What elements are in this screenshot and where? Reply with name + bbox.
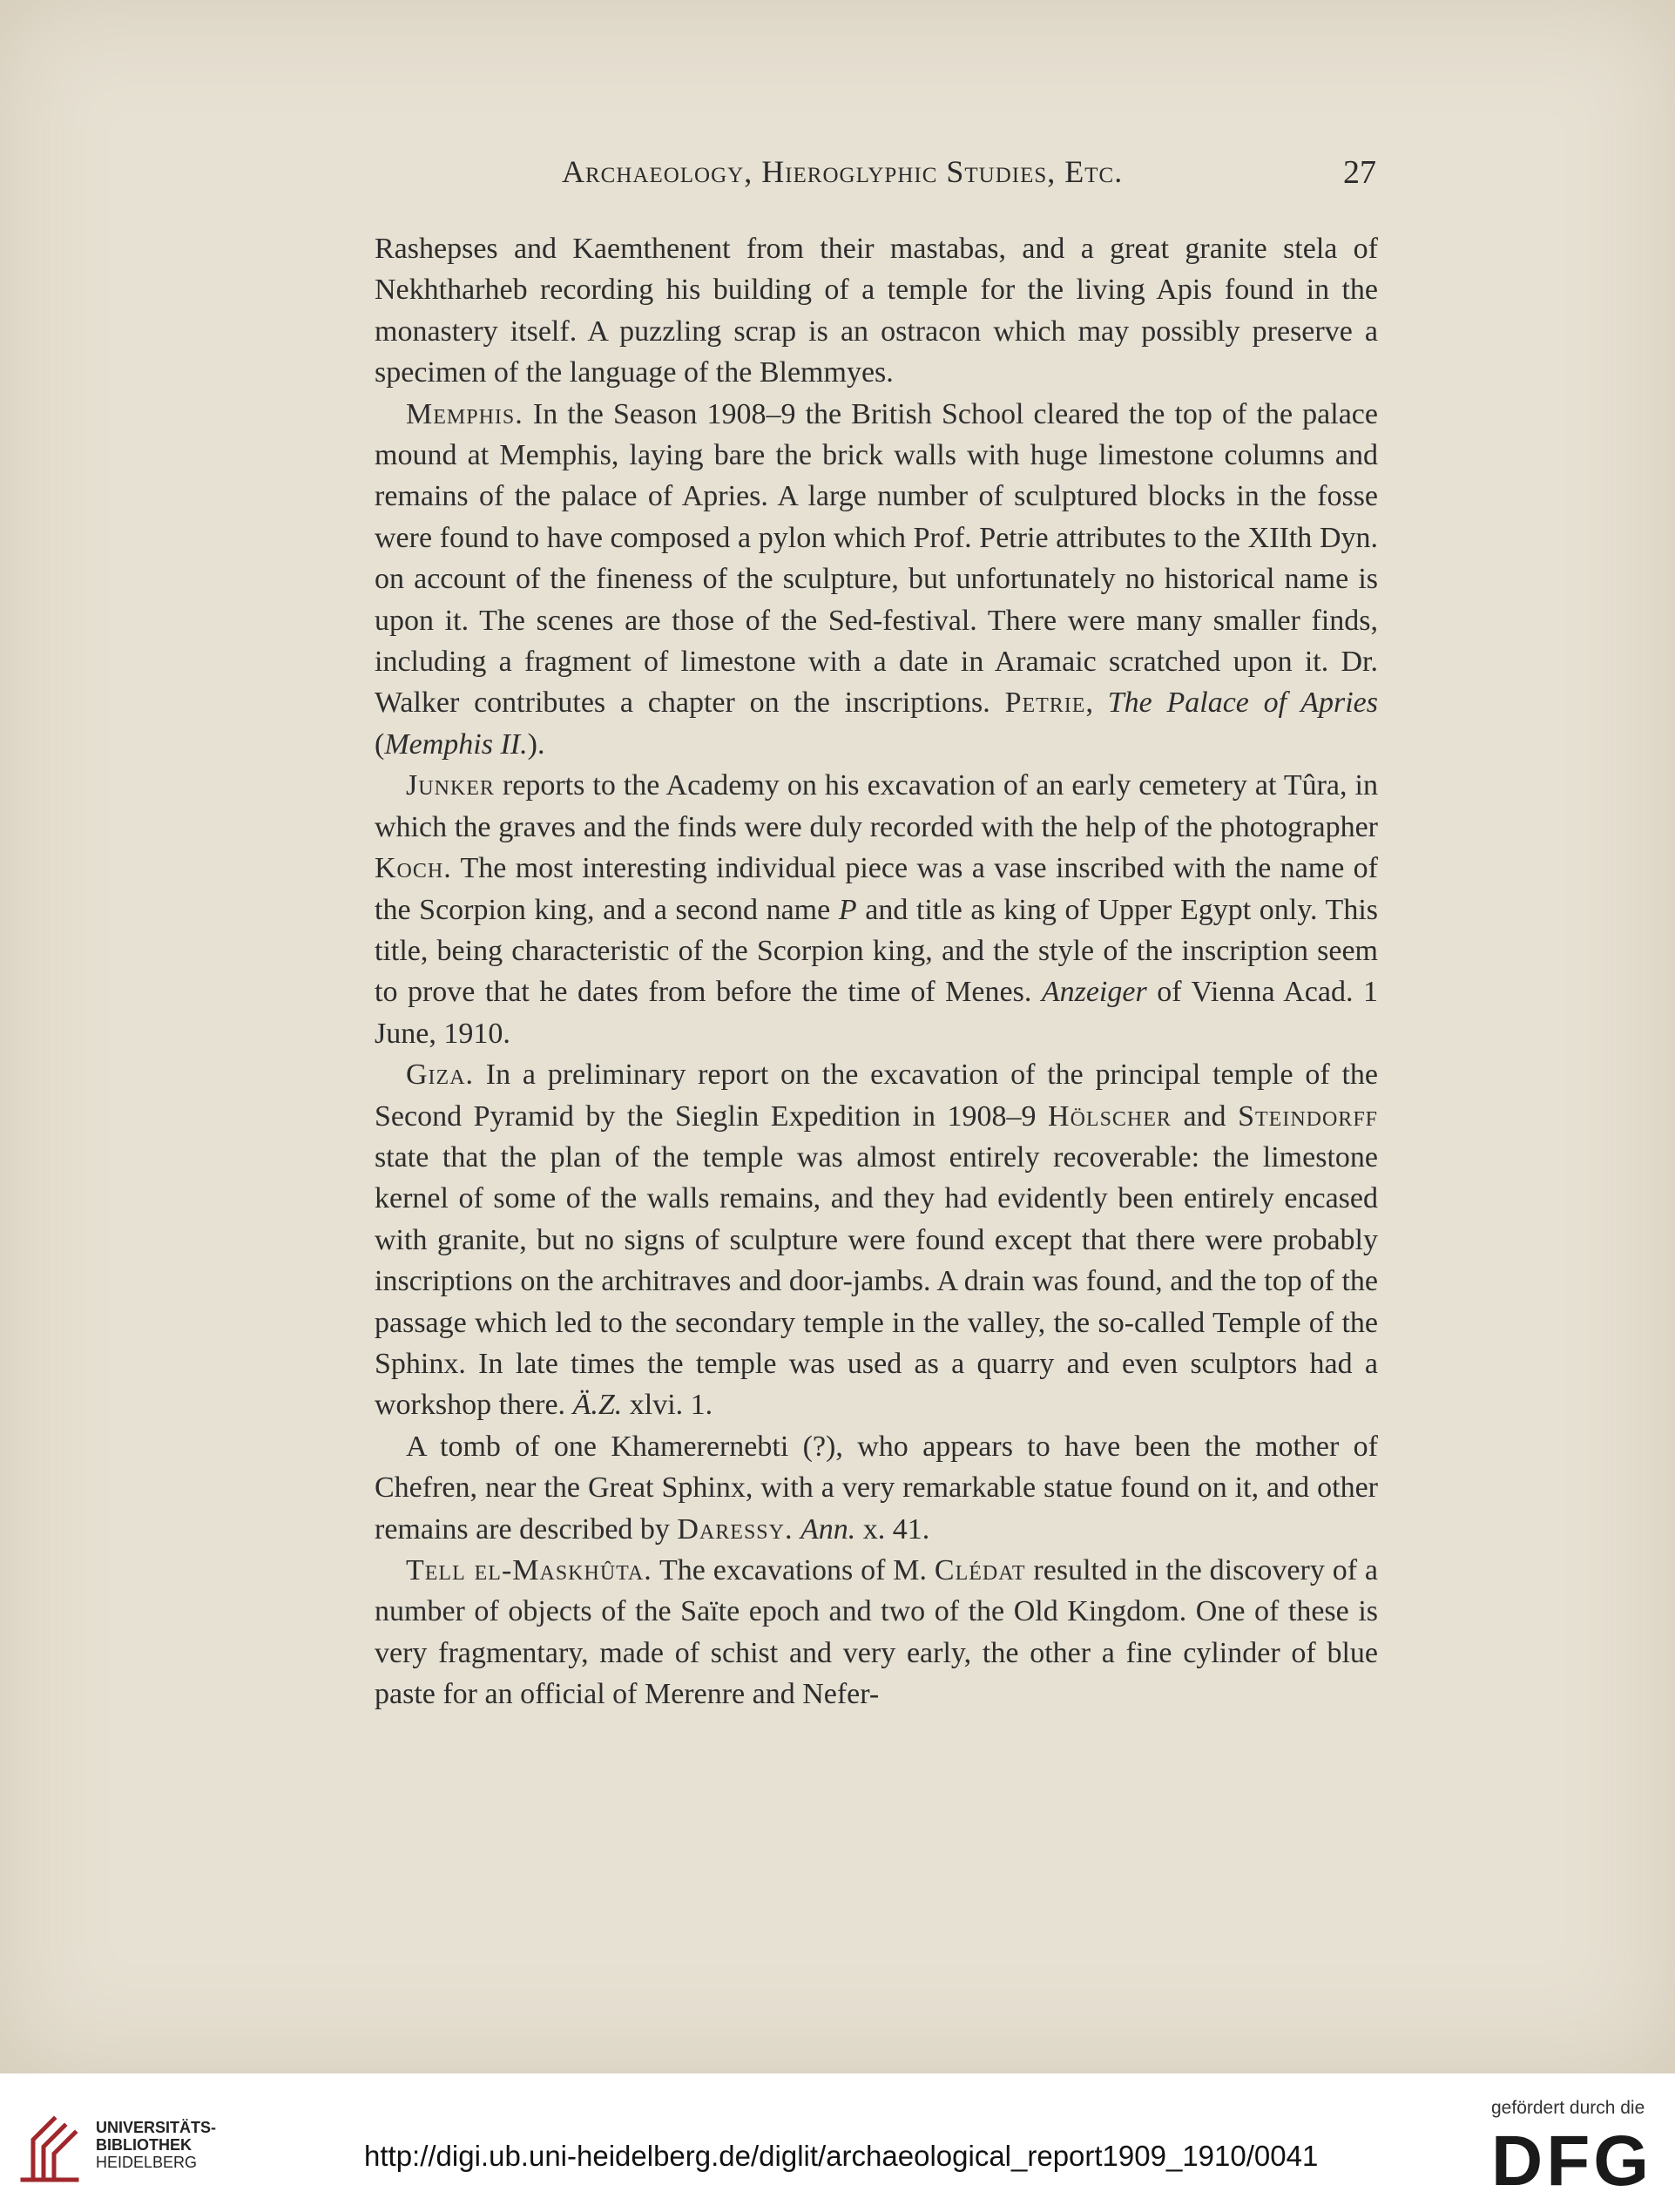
punct-paren-close: ). xyxy=(527,727,545,761)
page-header xyxy=(375,153,1376,206)
journal-az: Ä.Z. xyxy=(572,1389,623,1422)
book-title: The Palace of Apries xyxy=(1107,687,1378,720)
paragraph-giza-text-1: In a preliminary report on the excavation of the principal temple of the Second Pyramid by the Sieglin Expedition in 1908–9 xyxy=(375,1059,1378,1133)
paragraph-memphis xyxy=(375,394,1378,766)
running-head: Archaeology, Hieroglyphic Studies, Etc. xyxy=(562,154,1124,189)
paragraph-1 xyxy=(375,228,1378,394)
author-cledat: Clédat xyxy=(934,1554,1026,1586)
paragraph-tell-text-2: resulted in the discovery of a number of objects of the Saïte epoch and two of the Old Kingdom. One of these is very fragmentary, made of schist and very early, the other a fine cylinder of blue paste for an official of Merenre and Nefer- xyxy=(375,1554,1378,1711)
paragraph-giza xyxy=(375,1054,1378,1426)
author-daressy: Daressy. xyxy=(677,1512,794,1546)
book-subtitle: Memphis II. xyxy=(384,727,528,761)
journal-ann: Ann. xyxy=(800,1512,856,1546)
section-heading-memphis: Memphis. xyxy=(406,397,523,430)
paragraph-junker-text-2: The most interesting individual piece was a vase inscribed with the name of the Scorpion king, and a second name xyxy=(375,852,1378,926)
paragraph-khamerernebti xyxy=(375,1426,1378,1550)
author-steindorff: Steindorff xyxy=(1238,1099,1379,1133)
dfg-logo: DFG xyxy=(1491,2121,1653,2201)
journal-az-ref: xlvi. 1. xyxy=(622,1389,713,1422)
paragraph-tell-el-maskhuta xyxy=(375,1550,1378,1715)
author-holscher: Hölscher xyxy=(1048,1099,1172,1133)
library-name-line-2: BIBLIOTHEK xyxy=(96,2136,192,2154)
author-petrie: Petrie xyxy=(1004,687,1086,720)
paragraph-junker-text-1: reports to the Academy on his excavation of an early cemetery at Tûra, in which the graves and the finds were duly recorded with the help of the photographer xyxy=(375,769,1378,843)
library-name xyxy=(96,2119,216,2171)
library-name-line-3: HEIDELBERG xyxy=(96,2154,198,2171)
conjunction-and: and xyxy=(1171,1099,1239,1133)
library-name-line-1: UNIVERSITÄTS- xyxy=(96,2119,217,2136)
paragraph-junker-text-4: of Vienna Acad. 1 June, 1910. xyxy=(375,976,1378,1050)
paragraph-memphis-text: In the Season 1908–9 the British School cleared the top of the palace mound at Memphis, laying bare the brick walls with huge limestone columns and remains of the palace of Apries. A large number of sculptured blocks in the fosse were found to have composed a pylon which Prof. Petrie attributes to the XIIth Dyn. on account of the fineness of the sculpture, but unfortunately no historical name is upon it. The scenes are those of the Sed-festival. There were many smaller finds, including a fragment of limestone with a date in Aramaic scratched upon it. Dr. Walker contributes a chapter on the inscriptions. xyxy=(375,397,1378,720)
punct-space xyxy=(794,1513,801,1546)
section-heading-giza: Giza. xyxy=(406,1059,475,1092)
paragraph-junker-text-3: and title as king of Upper Egypt only. This title, being characteristic of the Scorpion king, and the style of the inscription seem to prove that he dates from before the time of Menes. xyxy=(375,893,1378,1009)
page-number: 27 xyxy=(1343,154,1376,191)
journal-ann-ref: x. 41. xyxy=(855,1512,930,1546)
section-heading-tell-el-maskhuta: Tell el-Maskhûta. xyxy=(406,1554,652,1586)
punct-paren-open: ( xyxy=(375,727,385,761)
permalink-url[interactable]: http://digi.ub.uni-heidelberg.de/diglit/archaeological_report1909_1910/0041 xyxy=(364,2140,1319,2172)
paragraph-junker xyxy=(375,765,1378,1054)
name-p: P xyxy=(838,893,857,926)
photographer-koch: Koch. xyxy=(375,852,452,885)
university-library-logo-icon xyxy=(16,2114,87,2185)
punct-comma: , xyxy=(1085,687,1108,720)
paragraph-khamerernebti-text: A tomb of one Khamerernebti (?), who appears to have been the mother of Chefren, near the Great Sphinx, with a very remarkable statue found on it, and other remains are described by xyxy=(375,1430,1378,1546)
funded-by-text: gefördert durch die xyxy=(1491,2098,1645,2118)
paragraph-tell-text-1: The excavations of M. xyxy=(652,1554,935,1586)
paragraph-giza-text-2: state that the plan of the temple was almost entirely recoverable: the limestone kernel of some of the walls remains, and they had evidently been entirely encased with granite, but no signs of sculpture were found except that there were probably inscriptions on the architraves and door-jambs. A drain was found, and the top of the passage which led to the secondary temple in the valley, the so-called Temple of the Sphinx. In late times the temple was used as a quarry and even sculptors had a workshop there. xyxy=(375,1140,1378,1422)
paragraph-1-text: Rashepses and Kaemthenent from their mastabas, and a great granite stela of Nekhtharheb recording his building of a temple for the living Apis found in the monastery itself. A puzzling scrap is an ostracon which may possibly preserve a specimen of the language of the Blemmyes. xyxy=(375,233,1378,389)
digitization-footer xyxy=(0,2073,1675,2212)
body-text xyxy=(375,228,1378,1715)
journal-anzeiger: Anzeiger xyxy=(1041,976,1147,1009)
author-junker: Junker xyxy=(406,769,495,802)
